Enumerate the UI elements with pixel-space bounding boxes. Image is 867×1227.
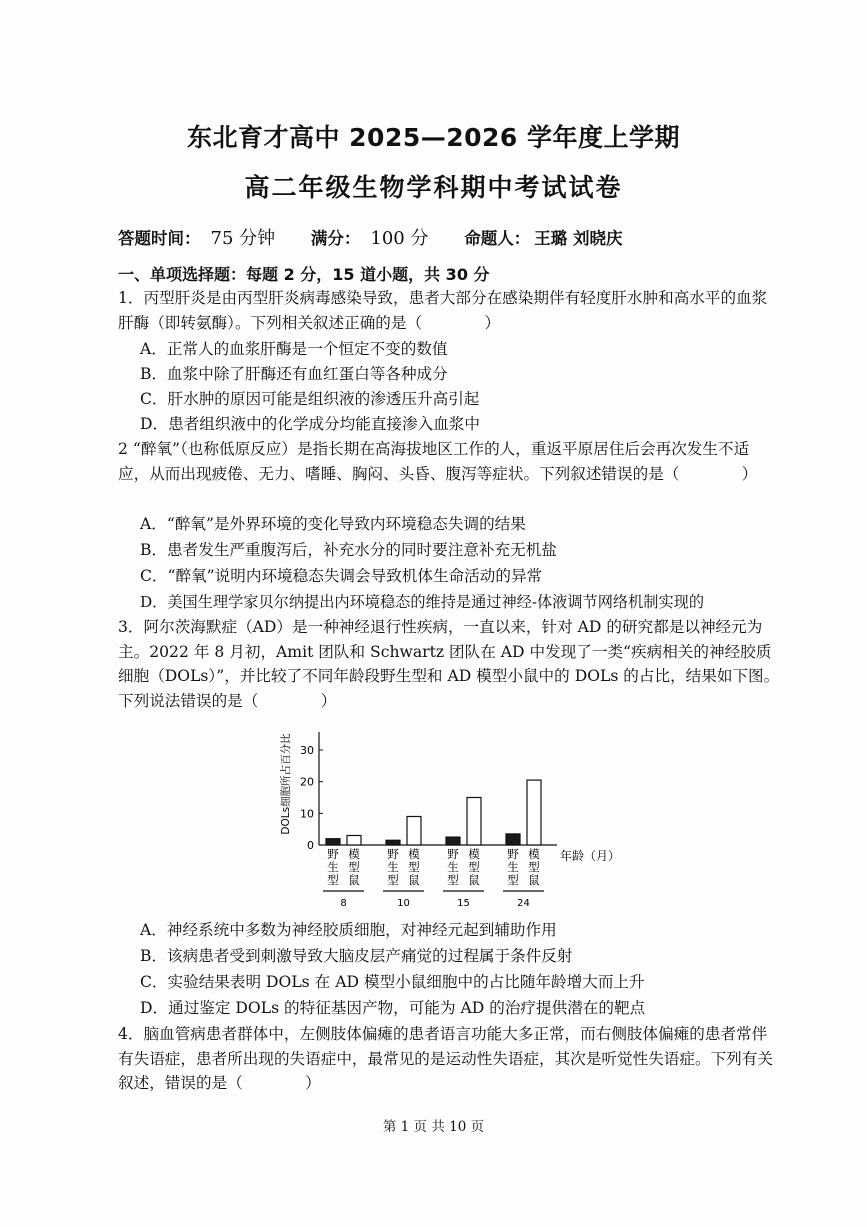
bar-group-label-char: 型 <box>528 860 540 874</box>
bar-group-label <box>528 847 540 887</box>
section-heading: 一、单项选择题：每题 2 分，15 道小题，共 30 分 <box>118 265 490 284</box>
bar-model-10 <box>407 817 421 846</box>
bar-group-label-char: 野 <box>387 847 399 861</box>
bar-group-label-char: 型 <box>447 873 459 887</box>
q3-option-a: A．神经系统中多数为神经胶质细胞，对神经元起到辅助作用 <box>140 921 557 939</box>
q3-option-c: C．实验结果表明 DOLs 在 AD 模型小鼠细胞中的占比随年龄增大而上升 <box>140 973 645 991</box>
bar-group-label <box>408 847 420 887</box>
bar-group-label-char: 鼠 <box>528 873 540 887</box>
bar-group-label-char: 野 <box>327 847 339 861</box>
q3-option-d: D．通过鉴定 DOLs 的特征基因产物，可能为 AD 的治疗提供潜在的靶点 <box>140 999 646 1017</box>
bar-group-label-char: 鼠 <box>348 873 360 887</box>
bar-group-label-char: 野 <box>447 847 459 861</box>
score-value: 100 分 <box>370 228 429 249</box>
bar-wild-type-24 <box>506 834 520 845</box>
q3-stem: 3．阿尔茨海默症（AD）是一种神经退行性疾病，一直以来，针对 AD 的研究都是以神经元为主。2022 年 8 月初，Amit 团队和 Schwartz 团队在 AD 中发现了一类“疾病相关的神经胶质细胞（DOLs）”，并比较了不同年龄段野生型和 AD 模型小鼠中的 DOLs 的占比，结果如下图。下列说法错误的是（ ） <box>118 618 780 710</box>
q2-option-d: D．美国生理学家贝尔纳提出内环境稳态的维持是通过神经-体液调节网络机制实现的 <box>140 593 705 611</box>
dols-bar-chart <box>272 724 632 910</box>
author-label: 命题人： <box>464 229 531 248</box>
q2-option-b: B．患者发生严重腹泻后，补充水分的同时要注意补充无机盐 <box>140 541 557 559</box>
bar-group-label <box>468 847 480 887</box>
q2-stem: 2 “醉氧”（也称低原反应）是指长期在高海拔地区工作的人，重返平原居住后会再次发生不适应，从而出现疲倦、无力、嗜睡、胸闷、头昏、腹泻等症状。下列叙述错误的是（ ） <box>118 440 758 483</box>
bar-group-label <box>348 847 360 887</box>
x-category-label: 24 <box>517 898 530 909</box>
bar-group-label-char: 模 <box>348 847 360 861</box>
bar-group-label-char: 鼠 <box>468 873 480 887</box>
exam-title-school: 东北育才高中 2025—2026 学年度上学期 <box>186 123 681 152</box>
bar-wild-type-10 <box>386 840 400 845</box>
bar-group-label-char: 生 <box>447 860 459 874</box>
bar-group-label <box>447 847 459 887</box>
bar-group-label-char: 生 <box>507 860 519 874</box>
bar-wild-type-15 <box>446 837 460 845</box>
q1-option-a: A．正常人的血浆肝酶是一个恒定不变的数值 <box>140 340 448 358</box>
x-category-label: 15 <box>457 898 470 909</box>
q4-stem: 4．脑血管病患者群体中，左侧肢体偏瘫的患者语言功能大多正常，而右侧肢体偏瘫的患者常伴有失语症，患者所出现的失语症中，最常见的是运动性失语症，其次是听觉性失语症。下列有关叙述，错误的是（ ） <box>118 1025 773 1092</box>
q1-option-c: C．肝水肿的原因可能是组织液的渗透压升高引起 <box>140 390 480 408</box>
bar-group-label-char: 模 <box>468 847 480 861</box>
bar-group-label-char: 型 <box>507 873 519 887</box>
bar-group-label <box>387 847 399 887</box>
bar-group-label-char: 型 <box>387 873 399 887</box>
bar-group-label-char: 型 <box>348 860 360 874</box>
x-axis-label: 年龄（月） <box>560 849 621 863</box>
q3-option-b: B．该病患者受到刺激导致大脑皮层产痛觉的过程属于条件反射 <box>140 947 573 965</box>
y-axis-label: DOLs细胞所占百分比 <box>280 733 292 835</box>
q1-option-b: B．血浆中除了肝酶还有血红蛋白等各种成分 <box>140 365 448 383</box>
q2-option-c: C．“醉氧”说明内环境稳态失调会导致机体生命活动的异常 <box>140 567 543 585</box>
time-label: 答题时间： <box>118 229 201 248</box>
exam-title-subject: 高二年级生物学科期中考试试卷 <box>244 173 623 202</box>
time-value: 75 分钟 <box>210 228 276 249</box>
y-tick-label: 20 <box>300 775 314 789</box>
bar-group-label <box>507 847 519 887</box>
bar-group-label-char: 型 <box>468 860 480 874</box>
bar-group-label-char: 模 <box>408 847 420 861</box>
x-category-label: 8 <box>340 898 347 909</box>
author-value: 王璐 刘晓庆 <box>534 229 623 248</box>
bar-group-label <box>327 847 339 887</box>
bar-model-24 <box>527 780 541 845</box>
bar-group-label-char: 生 <box>327 860 339 874</box>
score-label: 满分： <box>310 229 361 248</box>
bar-group-label-char: 型 <box>327 873 339 887</box>
bar-group-label-char: 野 <box>507 847 519 861</box>
exam-meta-line <box>118 224 626 250</box>
q1-stem: 1．丙型肝炎是由丙型肝炎病毒感染导致，患者大部分在感染期伴有轻度肝水肿和高水平的血浆肝酶（即转氨酶）。下列相关叙述正确的是（ ） <box>118 289 768 332</box>
bar-group-label-char: 生 <box>387 860 399 874</box>
y-tick-label: 30 <box>300 744 314 757</box>
page-footer: 第 1 页 共 10 页 <box>382 1119 485 1135</box>
bar-group-label-char: 模 <box>528 847 540 861</box>
bar-model-15 <box>467 798 481 846</box>
x-category-label: 10 <box>397 898 410 909</box>
bar-wild-type-8 <box>326 839 340 845</box>
y-tick-label: 0 <box>307 839 314 852</box>
q1-option-d: D．患者组织液中的化学成分均能直接渗入血浆中 <box>140 415 480 433</box>
bar-group-label-char: 鼠 <box>408 873 420 887</box>
bar-model-8 <box>347 836 361 846</box>
y-tick-label: 10 <box>300 807 314 821</box>
bar-group-label-char: 型 <box>408 860 420 874</box>
q2-option-a: A．“醉氧”是外界环境的变化导致内环境稳态失调的结果 <box>140 515 526 533</box>
